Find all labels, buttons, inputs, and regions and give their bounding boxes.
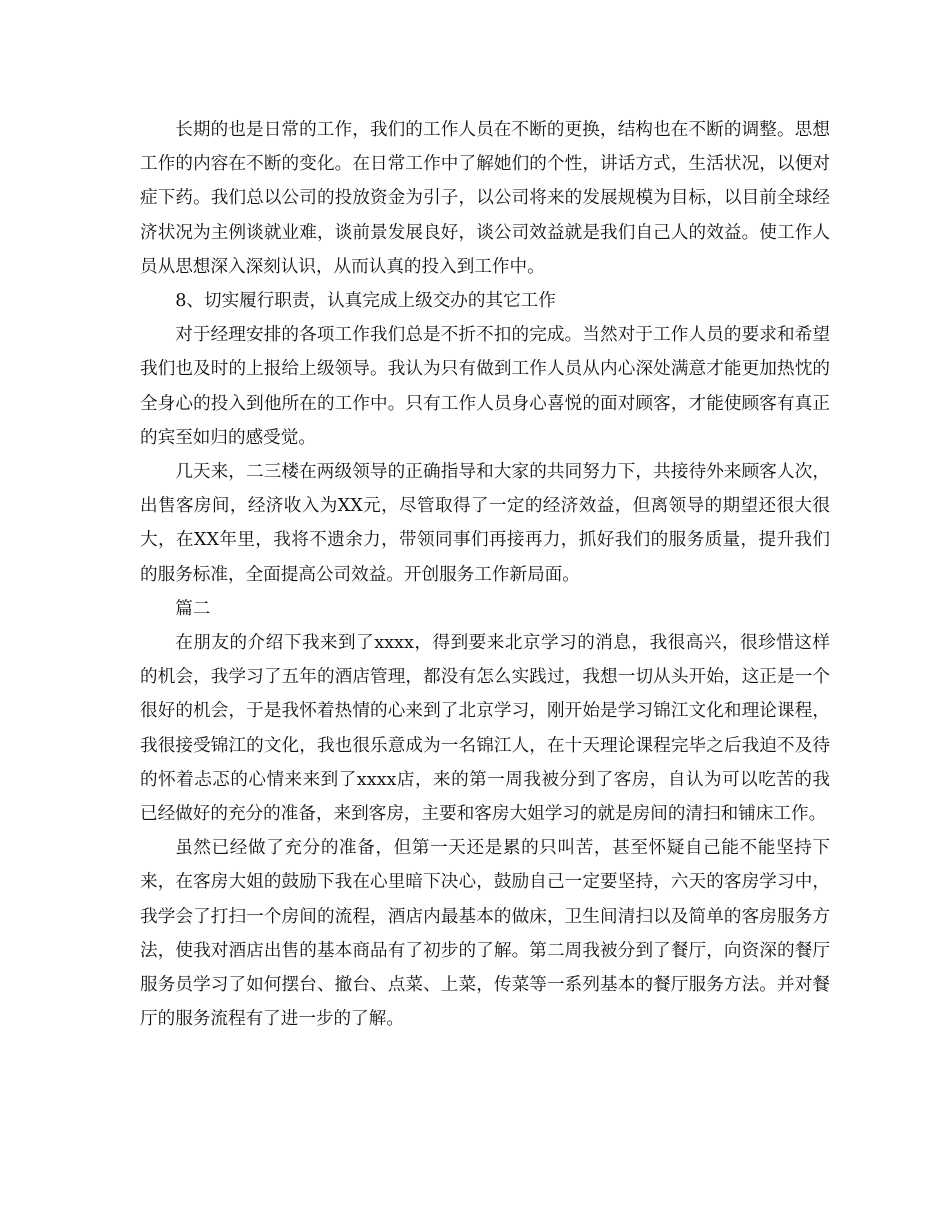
paragraph-2: 对于经理安排的各项工作我们总是不折不扣的完成。当然对于工作人员的要求和希望我们也及时的上报给上级领导。我认为只有做到工作人员从内心深处满意才能更加热忱的全身心的投入到他所在的工作中。只有工作人员身心喜悦的面对顾客，才能使顾客有真正的宾至如归的感受觉。 [140,325,830,448]
section-heading-8: 8、切实履行职责，认真完成上级交办的其它工作 [175,291,556,312]
document-body [140,113,830,1036]
paragraph-1: 长期的也是日常的工作，我们的工作人员在不断的更换，结构也在不断的调整。思想工作的内容在不断的变化。在日常工作中了解她们的个性，讲话方式，生活状况，以便对症下药。我们总以公司的投放资金为引子，以公司将来的发展规模为目标，以目前全球经济状况为主例谈就业难，谈前景发展良好，谈公司效益就是我们自己人的效益。使工作人员从思想深入深刻认识，从而认真的投入到工作中。 [140,120,830,277]
paragraph-3: 几天来，二三楼在两级领导的正确指导和大家的共同努力下，共接待外来顾客人次，出售客房间，经济收入为XX元，尽管取得了一定的经济效益，但离领导的期望还很大很大，在XX年里，我将不遗余力，带领同事们再接再力，抓好我们的服务质量，提升我们的服务标准，全面提高公司效益。开创服务工作新局面。 [140,462,830,585]
section-heading-part-two: 篇二 [175,598,211,619]
paragraph-4: 在朋友的介绍下我来到了xxxx，得到要来北京学习的消息，我很高兴，很珍惜这样的机会，我学习了五年的酒店管理，都没有怎么实践过，我想一切从头开始，这正是一个很好的机会，于是我怀着热情的心来到了北京学习，刚开始是学习锦江文化和理论课程，我很接受锦江的文化，我也很乐意成为一名锦江人，在十天理论课程完毕之后我迫不及待的怀着忐忑的心情来来到了xxxx店，来的第一周我被分到了客房，自认为可以吃苦的我已经做好的充分的准备，来到客房，主要和客房大姐学习的就是房间的清扫和铺床工作。 [140,633,830,825]
paragraph-5: 虽然已经做了充分的准备，但第一天还是累的只叫苦，甚至怀疑自己能不能坚持下来，在客房大姐的鼓励下我在心里暗下决心，鼓励自己一定要坚持，六天的客房学习中，我学会了打扫一个房间的流程，酒店内最基本的做床，卫生间清扫以及简单的客房服务方法，使我对酒店出售的基本商品有了初步的了解。第二周我被分到了餐厅，向资深的餐厅服务员学习了如何摆台、撤台、点菜、上菜，传菜等一系列基本的餐厅服务方法。并对餐厅的服务流程有了进一步的了解。 [140,838,830,1030]
